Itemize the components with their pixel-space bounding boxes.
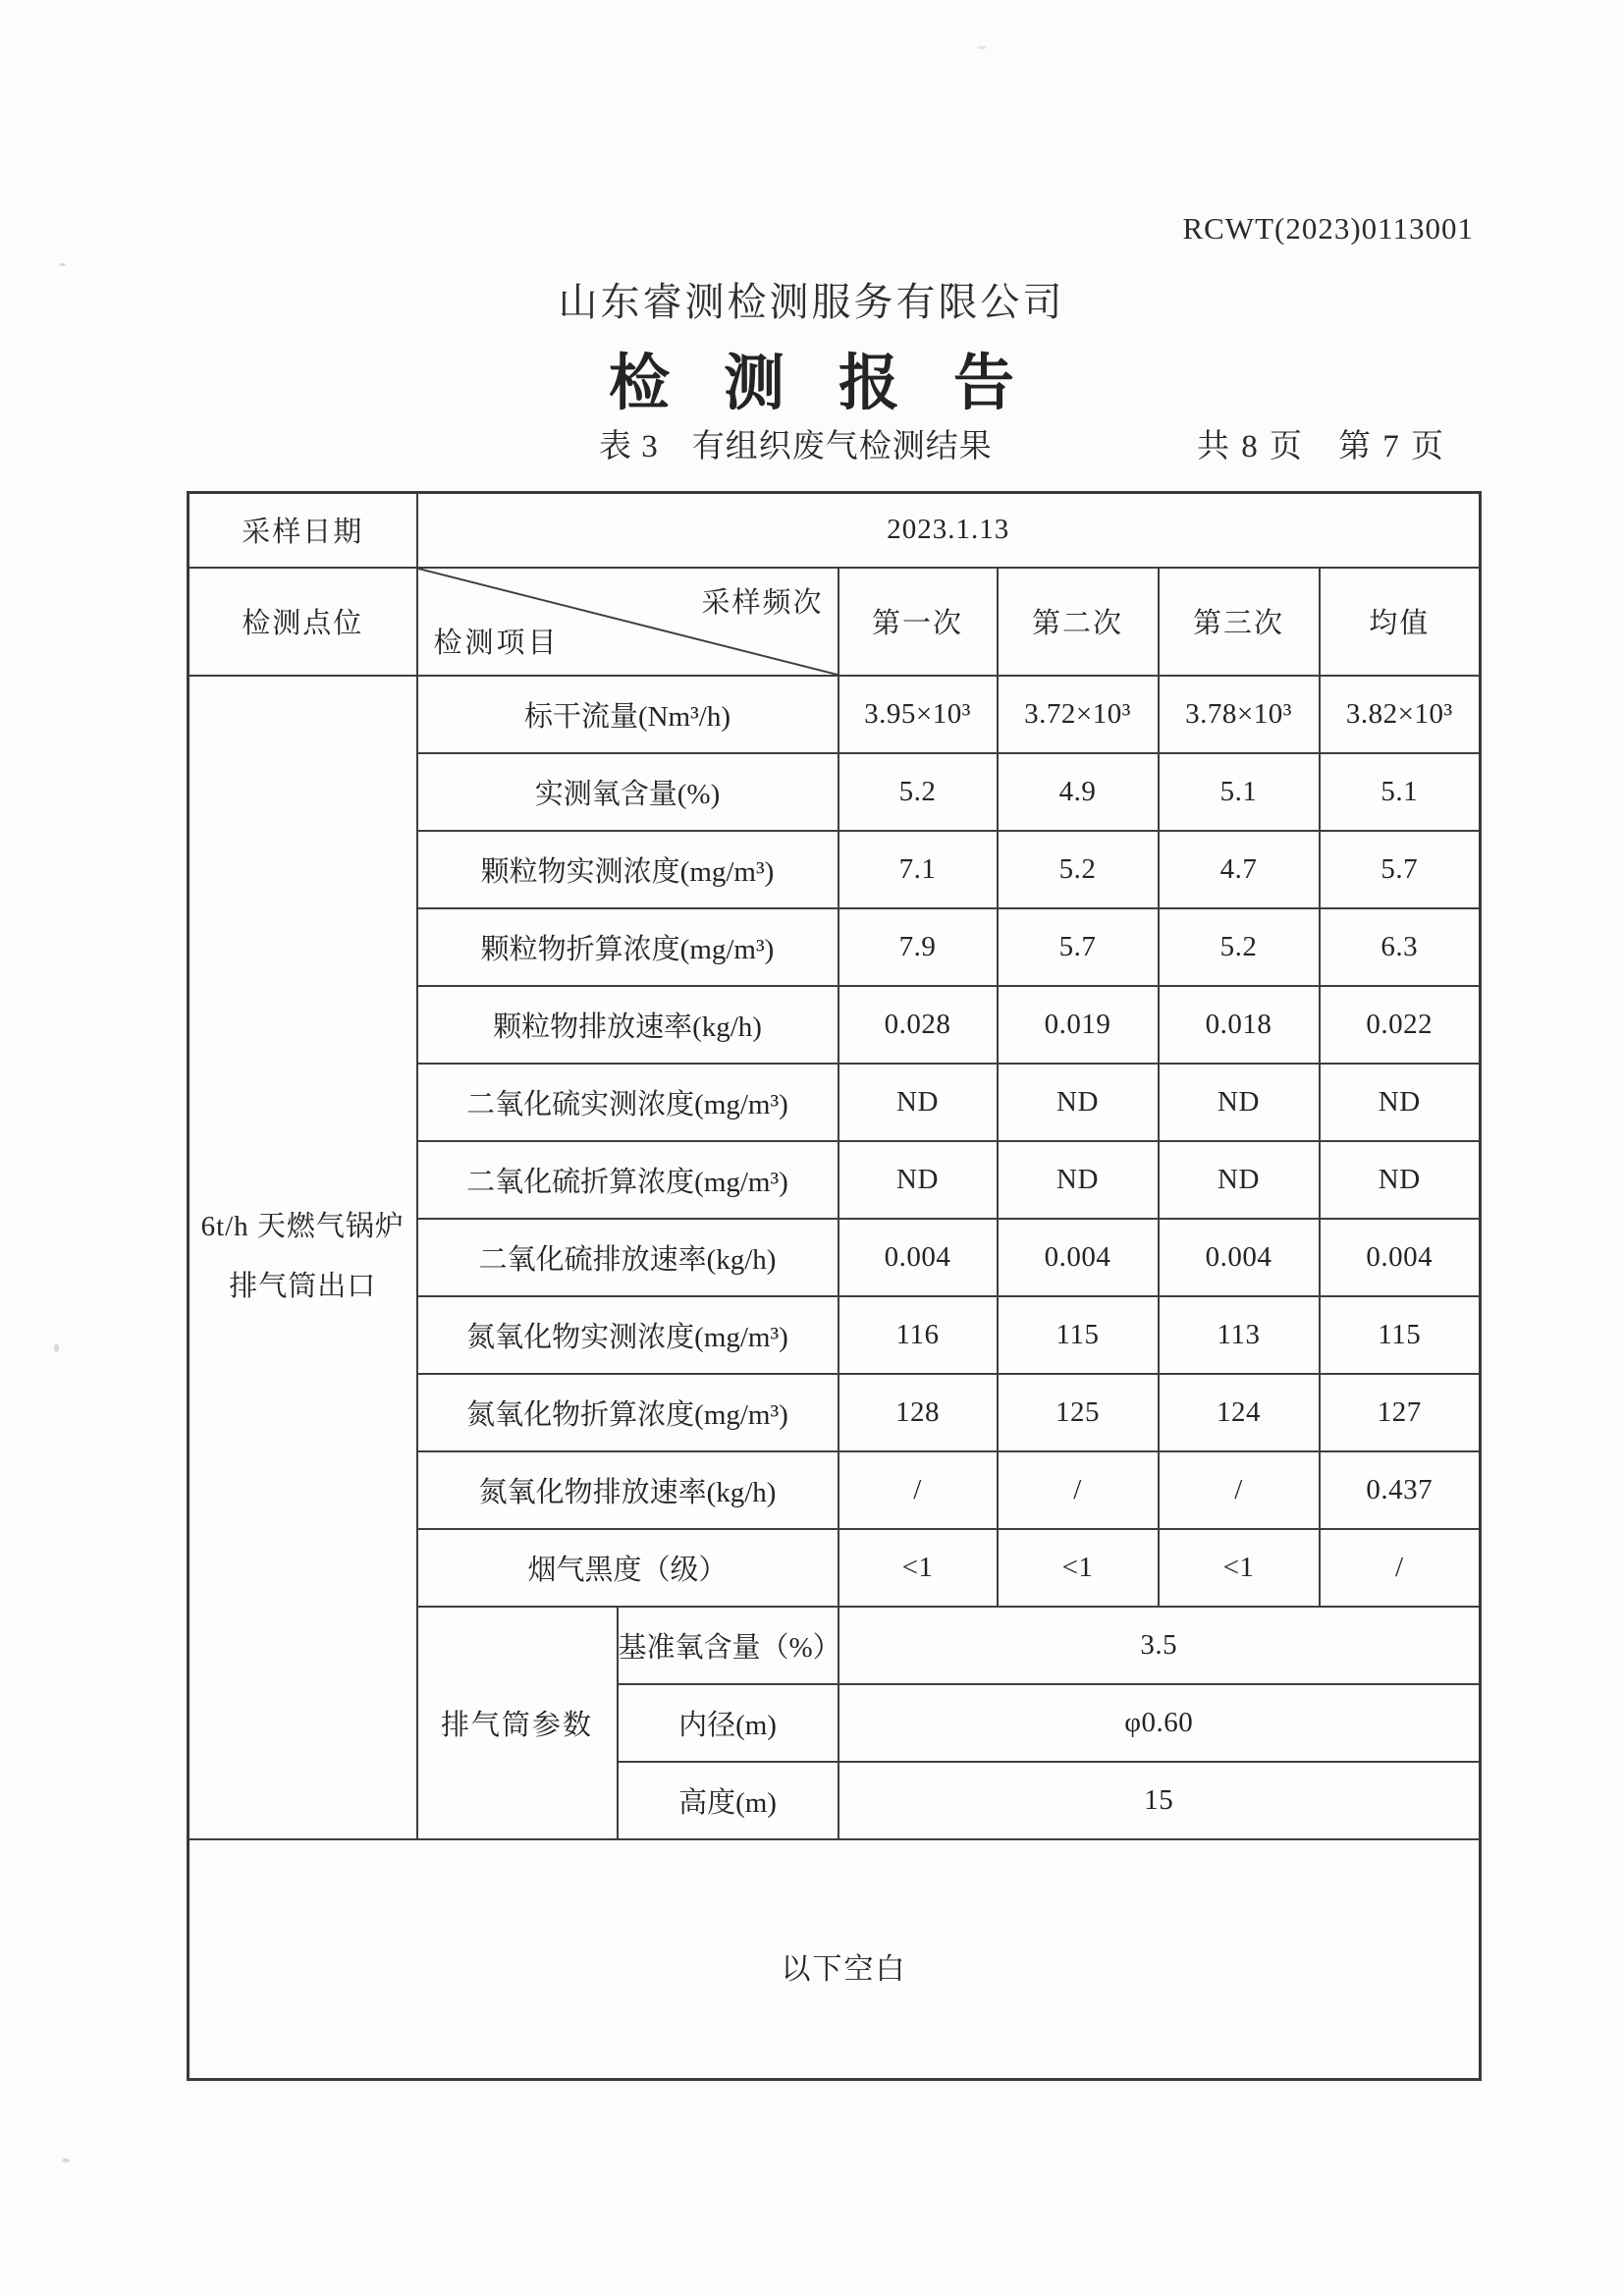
cell-value: 0.028 [839, 986, 998, 1064]
cell-value: ND [1159, 1141, 1320, 1219]
cell-value: <1 [839, 1529, 998, 1607]
row-label: 二氧化硫排放速率(kg/h) [417, 1219, 839, 1296]
report-title [0, 334, 1623, 421]
header-average: 均值 [1320, 568, 1481, 676]
sampling-date-row [189, 493, 1481, 568]
row-label: 颗粒物排放速率(kg/h) [417, 986, 839, 1064]
cell-value: ND [839, 1141, 998, 1219]
cell-value: 0.022 [1320, 986, 1481, 1064]
results-table [187, 491, 1482, 2081]
cell-value: 6.3 [1320, 908, 1481, 986]
row-label: 氮氧化物排放速率(kg/h) [417, 1451, 839, 1529]
stack-params-label: 排气筒参数 [417, 1607, 618, 1839]
cell-value: 128 [839, 1374, 998, 1451]
scan-speckle [977, 46, 987, 49]
cell-value: 5.2 [1159, 908, 1320, 986]
cell-value: 3.78×10³ [1159, 676, 1320, 753]
table-caption: 表 3 有组织废气检测结果 [599, 429, 993, 465]
cell-value: 7.1 [839, 831, 998, 908]
header-row [189, 568, 1481, 676]
monitoring-point-line1: 6t/h 天燃气锅炉 [200, 1211, 405, 1243]
row-label: 二氧化硫实测浓度(mg/m³) [417, 1064, 839, 1141]
row-label: 实测氧含量(%) [417, 753, 839, 831]
report-number: RCWT(2023)0113001 [1182, 211, 1474, 246]
param-value: φ0.60 [839, 1684, 1481, 1762]
cell-value: 124 [1159, 1374, 1320, 1451]
scan-speckle [59, 263, 66, 266]
sampling-date-label: 采样日期 [189, 493, 417, 568]
sampling-date-value: 2023.1.13 [417, 493, 1481, 568]
cell-value: / [1320, 1529, 1481, 1607]
row-label: 氮氧化物折算浓度(mg/m³) [417, 1374, 839, 1451]
blank-note: 以下空白 [781, 1952, 907, 1986]
cell-value: 4.7 [1159, 831, 1320, 908]
row-label: 颗粒物折算浓度(mg/m³) [417, 908, 839, 986]
monitoring-point-line2: 排气筒出口 [229, 1271, 377, 1302]
cell-value: 0.004 [839, 1219, 998, 1296]
cell-value: <1 [998, 1529, 1159, 1607]
cell-value: 5.2 [839, 753, 998, 831]
cell-value: 4.9 [998, 753, 1159, 831]
blank-cell [189, 1839, 1481, 2080]
point-label: 检测点位 [189, 568, 417, 676]
row-label: 氮氧化物实测浓度(mg/m³) [417, 1296, 839, 1374]
cell-value: ND [998, 1141, 1159, 1219]
cell-value: 125 [998, 1374, 1159, 1451]
diagonal-header-cell [417, 568, 839, 676]
cell-value: / [1159, 1451, 1320, 1529]
cell-value: 115 [998, 1296, 1159, 1374]
param-label: 基准氧含量（%） [618, 1607, 839, 1684]
cell-value: ND [1320, 1141, 1481, 1219]
row-label: 烟气黑度（级） [417, 1529, 839, 1607]
cell-value: 0.019 [998, 986, 1159, 1064]
cell-value: 5.2 [998, 831, 1159, 908]
cell-value: ND [1159, 1064, 1320, 1141]
row-label: 二氧化硫折算浓度(mg/m³) [417, 1141, 839, 1219]
header-second: 第二次 [998, 568, 1159, 676]
cell-value: 5.7 [1320, 831, 1481, 908]
cell-value: 0.018 [1159, 986, 1320, 1064]
cell-value: 5.1 [1159, 753, 1320, 831]
cell-value: 5.1 [1320, 753, 1481, 831]
report-title-text: 检测报告 [608, 350, 1068, 417]
cell-value: ND [839, 1064, 998, 1141]
row-label: 标干流量(Nm³/h) [417, 676, 839, 753]
scan-speckle [62, 2159, 70, 2162]
cell-value: / [839, 1451, 998, 1529]
param-value: 15 [839, 1762, 1481, 1839]
cell-value: <1 [1159, 1529, 1320, 1607]
cell-value: 115 [1320, 1296, 1481, 1374]
blank-row [189, 1839, 1481, 2080]
row-label: 颗粒物实测浓度(mg/m³) [417, 831, 839, 908]
header-third: 第三次 [1159, 568, 1320, 676]
cell-value: 0.437 [1320, 1451, 1481, 1529]
header-first: 第一次 [839, 568, 998, 676]
cell-value: 3.72×10³ [998, 676, 1159, 753]
pagination: 共 8 页 第 7 页 [1197, 429, 1445, 465]
param-label: 高度(m) [618, 1762, 839, 1839]
cell-value: 0.004 [1159, 1219, 1320, 1296]
scan-speckle [54, 1343, 59, 1352]
monitoring-point-cell [189, 676, 417, 1839]
cell-value: 3.95×10³ [839, 676, 998, 753]
cell-value: 0.004 [998, 1219, 1159, 1296]
cell-value: 3.82×10³ [1320, 676, 1481, 753]
cell-value: 0.004 [1320, 1219, 1481, 1296]
cell-value: 7.9 [839, 908, 998, 986]
param-value: 3.5 [839, 1607, 1481, 1684]
table-row [189, 676, 1481, 753]
cell-value: 113 [1159, 1296, 1320, 1374]
table-caption-row [187, 420, 1479, 466]
cell-value: ND [998, 1064, 1159, 1141]
corner-label-item: 检测项目 [433, 627, 560, 659]
company-name: 山东睿测检测服务有限公司 [558, 280, 1065, 324]
cell-value: ND [1320, 1064, 1481, 1141]
cell-value: 5.7 [998, 908, 1159, 986]
cell-value: 116 [839, 1296, 998, 1374]
param-label: 内径(m) [618, 1684, 839, 1762]
cell-value: / [998, 1451, 1159, 1529]
corner-label-frequency: 采样频次 [701, 586, 824, 619]
cell-value: 127 [1320, 1374, 1481, 1451]
